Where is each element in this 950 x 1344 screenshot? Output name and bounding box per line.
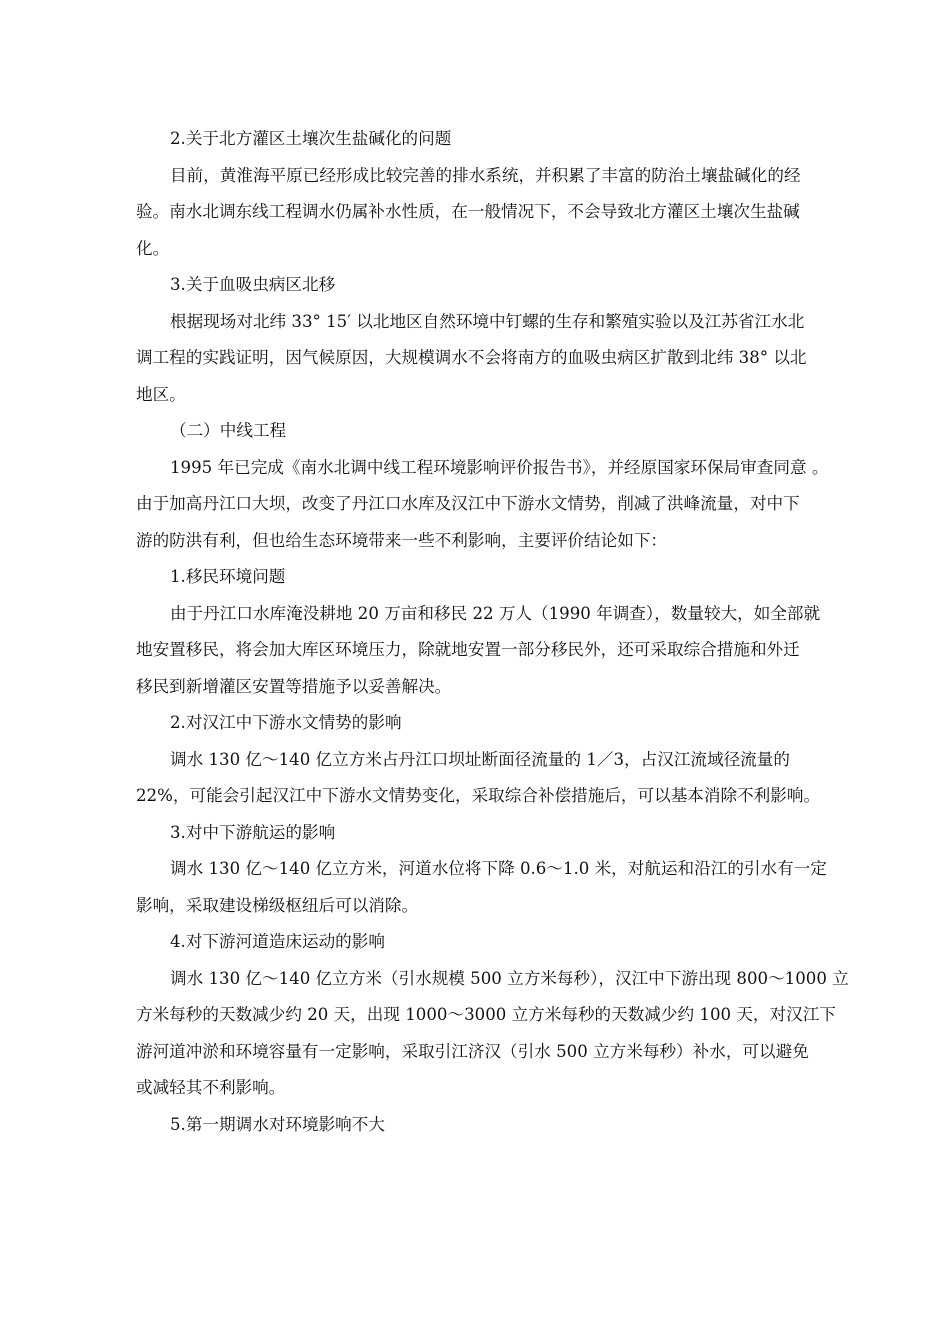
- paragraph-line: 调水 130 亿～140 亿立方米（引水规模 500 立方米每秒），汉江中下游出现 800～1000 立: [170, 968, 849, 988]
- paragraph-line: 调水 130 亿～140 亿立方米，河道水位将下降 0.6～1.0 米，对航运和沿江的引水有一定: [170, 859, 827, 878]
- paragraph-line: 1995 年已完成《南水北调中线工程环境影响评价报告书》，并经原国家环保局审查同意 。: [170, 457, 829, 477]
- section-heading-navigation: 3.对中下游航运的影响: [170, 822, 336, 842]
- paragraph-line: 游河道冲淤和环境容量有一定影响，采取引江济汉（引水 500 立方米每秒）补水，可以避免: [136, 1041, 809, 1061]
- document-body: [136, 121, 849, 1143]
- paragraph-line: 目前，黄淮海平原已经形成比较完善的排水系统，并积累了丰富的防治土壤盐碱化的经: [170, 165, 801, 185]
- paragraph-line: 化。: [136, 238, 170, 258]
- paragraph-line: 影响，采取建设梯级枢纽后可以消除。: [136, 895, 419, 915]
- section-heading-middle-route: （二）中线工程: [170, 421, 287, 440]
- paragraph-line: 移民到新增灌区安置等措施予以妥善解决。: [136, 676, 452, 696]
- paragraph-line: 方米每秒的天数减少约 20 天，出现 1000～3000 立方米每秒的天数减少约 100 天，对汉江下: [136, 1005, 836, 1024]
- section-heading-schistosomiasis: 3.关于血吸虫病区北移: [170, 275, 336, 294]
- paragraph-line: 或减轻其不利影响。: [136, 1078, 286, 1097]
- paragraph-line: 地区。: [136, 384, 186, 404]
- paragraph-line: 游的防洪有利，但也给生态环境带来一些不利影响，主要评价结论如下：: [136, 530, 667, 550]
- paragraph-line: 调水 130 亿～140 亿立方米占丹江口坝址断面径流量的 1／3，占汉江流域径流量的: [170, 749, 790, 769]
- paragraph-line: 22%，可能会引起汉江中下游水文情势变化，采取综合补偿措施后，可以基本消除不利影响。: [136, 786, 821, 805]
- paragraph-line: 由于丹江口水库淹没耕地 20 万亩和移民 22 万人（1990 年调查），数量较大，如全部就: [170, 603, 821, 623]
- section-heading-riverbed: 4.对下游河道造床运动的影响: [170, 932, 385, 951]
- paragraph-line: 根据现场对北纬 33° 15′ 以北地区自然环境中钉螺的生存和繁殖实验以及江苏省江水北: [170, 311, 805, 331]
- section-heading-resettlement: 1.移民环境问题: [170, 567, 286, 586]
- paragraph-line: 地安置移民，将会加大库区环境压力，除就地安置一部分移民外，还可采取综合措施和外迁: [136, 640, 800, 659]
- paragraph-line: 验。南水北调东线工程调水仍属补水性质，在一般情况下，不会导致北方灌区土壤次生盐碱: [136, 202, 800, 221]
- paragraph-line: 调工程的实践证明，因气候原因，大规模调水不会将南方的血吸虫病区扩散到北纬 38° 以北: [136, 348, 807, 367]
- section-heading-soil-salinization: 2.关于北方灌区土壤次生盐碱化的问题: [170, 129, 452, 148]
- section-heading-first-phase: 5.第一期调水对环境影响不大: [170, 1114, 385, 1134]
- paragraph-line: 由于加高丹江口大坝，改变了丹江口水库及汉江中下游水文情势，削减了洪峰流量，对中下: [136, 494, 800, 513]
- section-heading-hydrology: 2.对汉江中下游水文情势的影响: [170, 713, 402, 732]
